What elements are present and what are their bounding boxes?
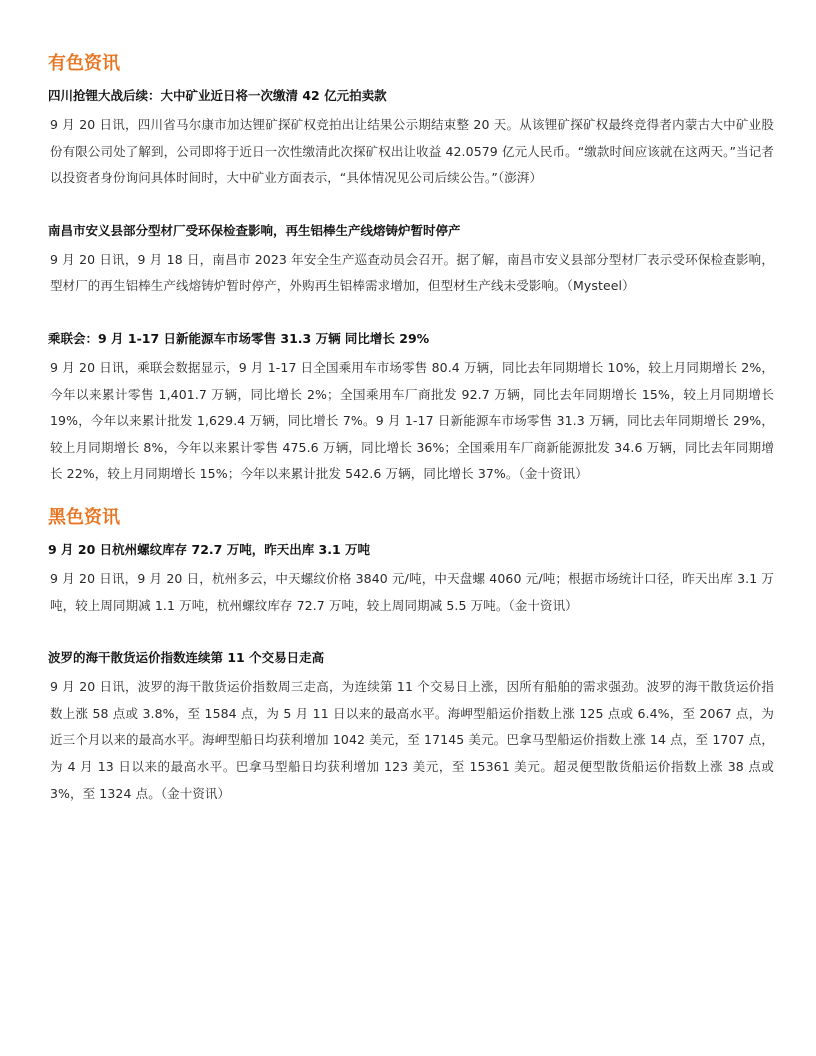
section-title: 有色资讯	[48, 53, 120, 74]
article-headline: 南昌市安义县部分型材厂受环保检查影响，再生铝棒生产线熔铸炉暂时停产	[48, 222, 461, 238]
article	[48, 86, 774, 192]
article	[48, 221, 774, 300]
document-page	[48, 52, 774, 836]
article-headline: 9 月 20 日杭州螺纹库存 72.7 万吨，昨天出库 3.1 万吨	[48, 541, 371, 557]
section-ferrous	[48, 506, 774, 807]
article	[48, 329, 774, 488]
article-headline: 四川抢锂大战后续：大中矿业近日将一次缴清 42 亿元拍卖款	[48, 88, 387, 103]
article-body: 9 月 20 日讯，乘联会数据显示，9 月 1-17 日全国乘用车市场零售 80.4 万辆，同比去年同期增长 10%，较上月同期增长 2%，今年以来累计零售 1,401.7 万辆，同比增长 2%；全国乘用车厂商批发 92.7 万辆，同比去年同期增长 15%，较上月同期增长 19%，今年以来累计批发 1,629.4 万辆，同比增长 7%。9 月 1-17 日新能源车市场零售 31.3 万辆，同比去年同期增长 29%，较上月同期增长 8%，今年以来累计零售 475.6 万辆，同比增长 36%；全国乘用车厂商新能源批发 34.6 万辆，同比去年同期增长 22%，较上月同期增长 15%；今年以来累计批发 542.6 万辆，同比增长 37%。（金十资讯）	[50, 359, 774, 482]
section-nonferrous	[48, 52, 774, 488]
section-title: 黑色资讯	[48, 506, 120, 528]
article-headline: 波罗的海干散货运价指数连续第 11 个交易日走高	[48, 650, 325, 666]
article	[48, 648, 774, 807]
article-body: 9 月 20 日讯，9 月 20 日，杭州多云，中天螺纹价格 3840 元/吨，中天盘螺 4060 元/吨；根据市场统计口径，昨天出库 3.1 万吨，较上周同期减 1.1 万吨，杭州螺纹库存 72.7 万吨，较上周同期减 5.5 万吨。（金十资讯）	[50, 570, 774, 613]
article-headline: 乘联会：9 月 1-17 日新能源车市场零售 31.3 万辆 同比增长 29%	[48, 330, 430, 346]
article-body: 9 月 20 日讯，波罗的海干散货运价指数周三走高，为连续第 11 个交易日上涨，因所有船舶的需求强劲。波罗的海干散货运价指数上涨 58 点或 3.8%，至 1584 点，为 5 月 11 日以来的最高水平。海岬型船运价指数上涨 125 点或 6.4%，至 2067 点，为近三个月以来的最高水平。海岬型船日均获利增加 1042 美元，至 17145 美元。巴拿马型船运价指数上涨 14 点，至 1707 点，为 4 月 13 日以来的最高水平。巴拿马型船日均获利增加 123 美元，至 15361 美元。超灵便型散货船运价指数上涨 38 点或 3%，至 1324 点。（金十资讯）	[50, 679, 774, 801]
article-body: 9 月 20 日讯，9 月 18 日，南昌市 2023 年安全生产巡查动员会召开。据了解，南昌市安义县部分型材厂表示受环保检查影响，型材厂的再生铝棒生产线熔铸炉暂时停产，外购再生铝棒需求增加，但型材生产线未受影响。（Mysteel）	[50, 251, 774, 294]
article-body: 9 月 20 日讯，四川省马尔康市加达锂矿探矿权竞拍出让结果公示期结束整 20 天。从该锂矿探矿权最终竞得者内蒙古大中矿业股份有限公司处了解到，公司即将于近日一次性缴清此次探矿权出让收益 42.0579 亿元人民币。“缴款时间应该就在这两天。”当记者以投资者身份询问具体时间时，大中矿业方面表示，“具体情况见公司后续公告。”（澎湃）	[50, 117, 774, 186]
article	[48, 540, 774, 619]
